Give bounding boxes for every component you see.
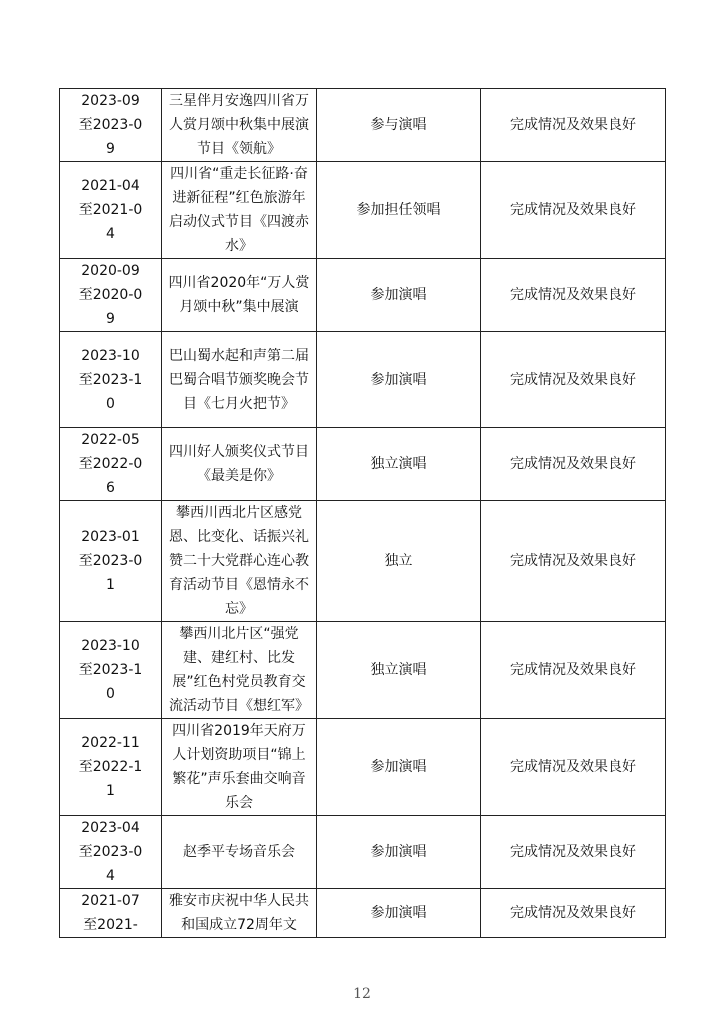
role-cell: 参加演唱 bbox=[317, 889, 481, 938]
table-row bbox=[60, 428, 666, 501]
result-cell: 完成情况及效果良好 bbox=[481, 816, 666, 889]
role-cell: 独立演唱 bbox=[317, 428, 481, 501]
table-row bbox=[60, 259, 666, 332]
date-cell: 2023-09至2023-09 bbox=[60, 89, 162, 162]
project-cell: 四川省2020年“万人赏月颂中秋”集中展演 bbox=[162, 259, 317, 332]
result-cell: 完成情况及效果良好 bbox=[481, 89, 666, 162]
result-cell: 完成情况及效果良好 bbox=[481, 332, 666, 428]
project-cell: 巴山蜀水起和声第二届巴蜀合唱节颁奖晚会节目《七月火把节》 bbox=[162, 332, 317, 428]
table-row bbox=[60, 719, 666, 816]
page-number: 12 bbox=[353, 986, 371, 1002]
table-row bbox=[60, 816, 666, 889]
role-cell: 参与演唱 bbox=[317, 89, 481, 162]
date-cell: 2020-09至2020-09 bbox=[60, 259, 162, 332]
project-cell: 四川省“重走长征路·奋进新征程”红色旅游年启动仪式节目《四渡赤水》 bbox=[162, 162, 317, 259]
project-cell: 攀西川西北片区感党恩、比变化、话振兴礼赞二十大党群心连心教育活动节目《恩情永不忘》 bbox=[162, 501, 317, 622]
project-cell: 赵季平专场音乐会 bbox=[162, 816, 317, 889]
date-cell: 2021-04至2021-04 bbox=[60, 162, 162, 259]
date-cell: 2023-04至2023-04 bbox=[60, 816, 162, 889]
project-cell: 四川省2019年天府万人计划资助项目“锦上繁花”声乐套曲交响音乐会 bbox=[162, 719, 317, 816]
date-cell: 2021-07至2021- bbox=[60, 889, 162, 938]
role-cell: 参加演唱 bbox=[317, 259, 481, 332]
role-cell: 参加担任领唱 bbox=[317, 162, 481, 259]
table-row bbox=[60, 332, 666, 428]
result-cell: 完成情况及效果良好 bbox=[481, 259, 666, 332]
table-row bbox=[60, 89, 666, 162]
role-cell: 参加演唱 bbox=[317, 719, 481, 816]
role-cell: 参加演唱 bbox=[317, 332, 481, 428]
project-cell: 雅安市庆祝中华人民共和国成立72周年文 bbox=[162, 889, 317, 938]
project-cell: 攀西川北片区“强党建、建红村、比发展”红色村党员教育交流活动节目《想红军》 bbox=[162, 622, 317, 719]
date-cell: 2022-11至2022-11 bbox=[60, 719, 162, 816]
role-cell: 独立演唱 bbox=[317, 622, 481, 719]
date-cell: 2023-01至2023-01 bbox=[60, 501, 162, 622]
role-cell: 参加演唱 bbox=[317, 816, 481, 889]
result-cell: 完成情况及效果良好 bbox=[481, 501, 666, 622]
activity-table bbox=[59, 88, 666, 938]
table-row bbox=[60, 622, 666, 719]
date-cell: 2023-10至2023-10 bbox=[60, 622, 162, 719]
date-cell: 2023-10至2023-10 bbox=[60, 332, 162, 428]
date-cell: 2022-05至2022-06 bbox=[60, 428, 162, 501]
table-row bbox=[60, 889, 666, 938]
result-cell: 完成情况及效果良好 bbox=[481, 719, 666, 816]
role-cell: 独立 bbox=[317, 501, 481, 622]
result-cell: 完成情况及效果良好 bbox=[481, 428, 666, 501]
project-cell: 三星伴月安逸四川省万人赏月颂中秋集中展演节目《领航》 bbox=[162, 89, 317, 162]
table-row bbox=[60, 501, 666, 622]
table-row bbox=[60, 162, 666, 259]
project-cell: 四川好人颁奖仪式节目《最美是你》 bbox=[162, 428, 317, 501]
result-cell: 完成情况及效果良好 bbox=[481, 889, 666, 938]
result-cell: 完成情况及效果良好 bbox=[481, 622, 666, 719]
result-cell: 完成情况及效果良好 bbox=[481, 162, 666, 259]
